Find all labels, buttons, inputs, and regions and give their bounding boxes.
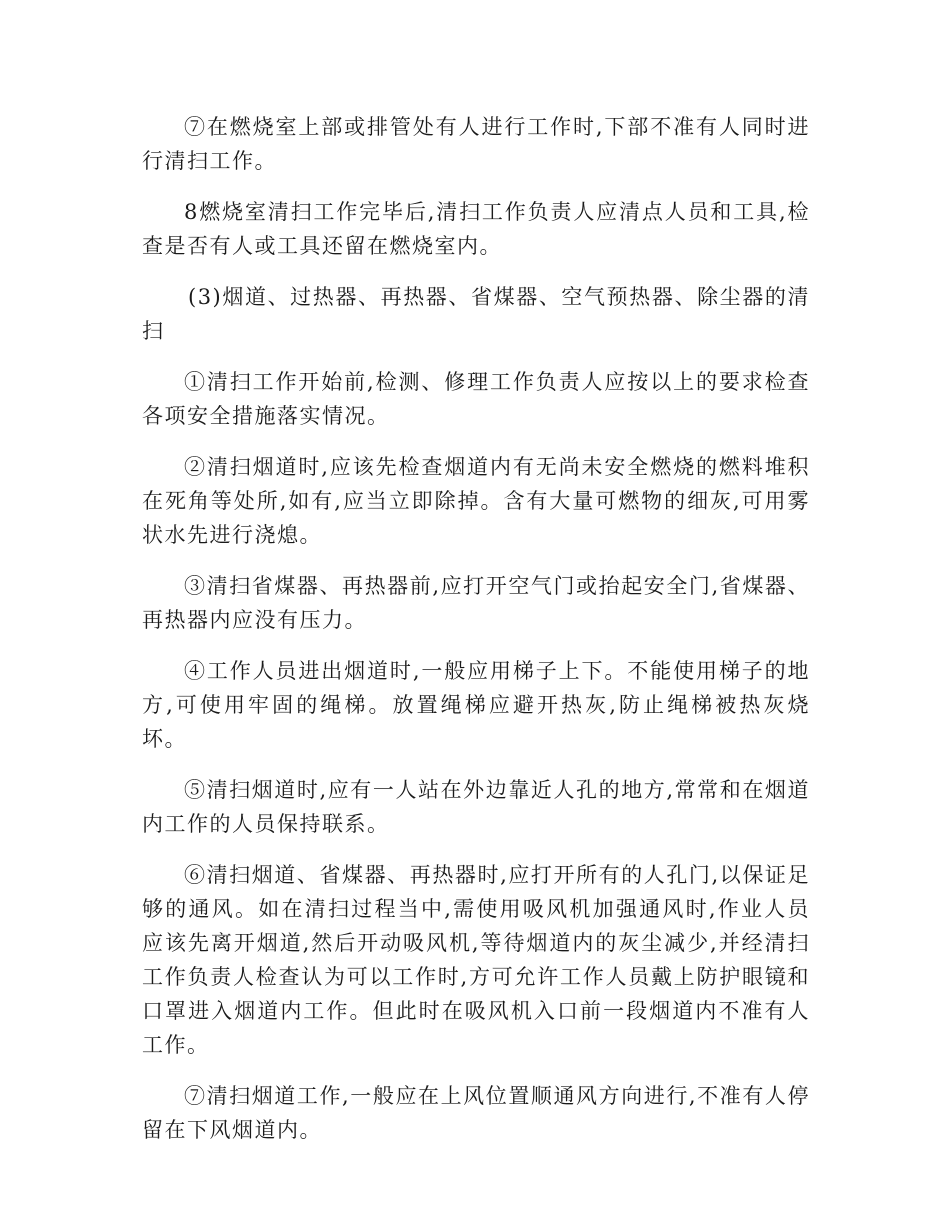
paragraph-economizer-pressure: ③清扫省煤器、再热器前,应打开空气门或抬起安全门,省煤器、再热器内应没有压力。 — [142, 574, 810, 632]
section-heading-flue-cleaning: (3)烟道、过热器、再热器、省煤器、空气预热器、除尘器的清扫 — [142, 285, 810, 343]
paragraph-combustion-upper-work: ⑦在燃烧室上部或排管处有人进行工作时,下部不准有人同时进行清扫工作。 — [142, 115, 810, 173]
paragraph-pre-cleaning-check: ①清扫工作开始前,检测、修理工作负责人应按以上的要求检查各项安全措施落实情况。 — [142, 370, 810, 428]
paragraph-ventilation: ⑥清扫烟道、省煤器、再热器时,应打开所有的人孔门,以保证足够的通风。如在清扫过程当中,需使用吸风机加强通风时,作业人员应该先离开烟道,然后开动吸风机,等待烟道内的灰尘减少,并经清扫工作负责人检查认为可以工作时,方可允许工作人员戴上防护眼镜和口罩进入烟道内工作。但此时在吸风机入口前一段烟道内不准有人工作。 — [142, 863, 810, 1057]
paragraph-upwind-cleaning: ⑦清扫烟道工作,一般应在上风位置顺通风方向进行,不准有人停留在下风烟道内。 — [142, 1084, 810, 1142]
document-body — [142, 110, 810, 1164]
paragraph-combustion-cleaning-complete: 8燃烧室清扫工作完毕后,清扫工作负责人应清点人员和工具,检查是否有人或工具还留在燃烧室内。 — [142, 200, 810, 258]
paragraph-flue-fuel-check: ②清扫烟道时,应该先检查烟道内有无尚未安全燃烧的燃料堆积在死角等处所,如有,应当立即除掉。含有大量可燃物的细灰,可用雾状水先进行浇熄。 — [142, 455, 810, 547]
paragraph-outside-watch: ⑤清扫烟道时,应有一人站在外边靠近人孔的地方,常常和在烟道内工作的人员保持联系。 — [142, 778, 810, 836]
paragraph-ladder-access: ④工作人员进出烟道时,一般应用梯子上下。不能使用梯子的地方,可使用牢固的绳梯。放置绳梯应避开热灰,防止绳梯被热灰烧坏。 — [142, 659, 810, 751]
